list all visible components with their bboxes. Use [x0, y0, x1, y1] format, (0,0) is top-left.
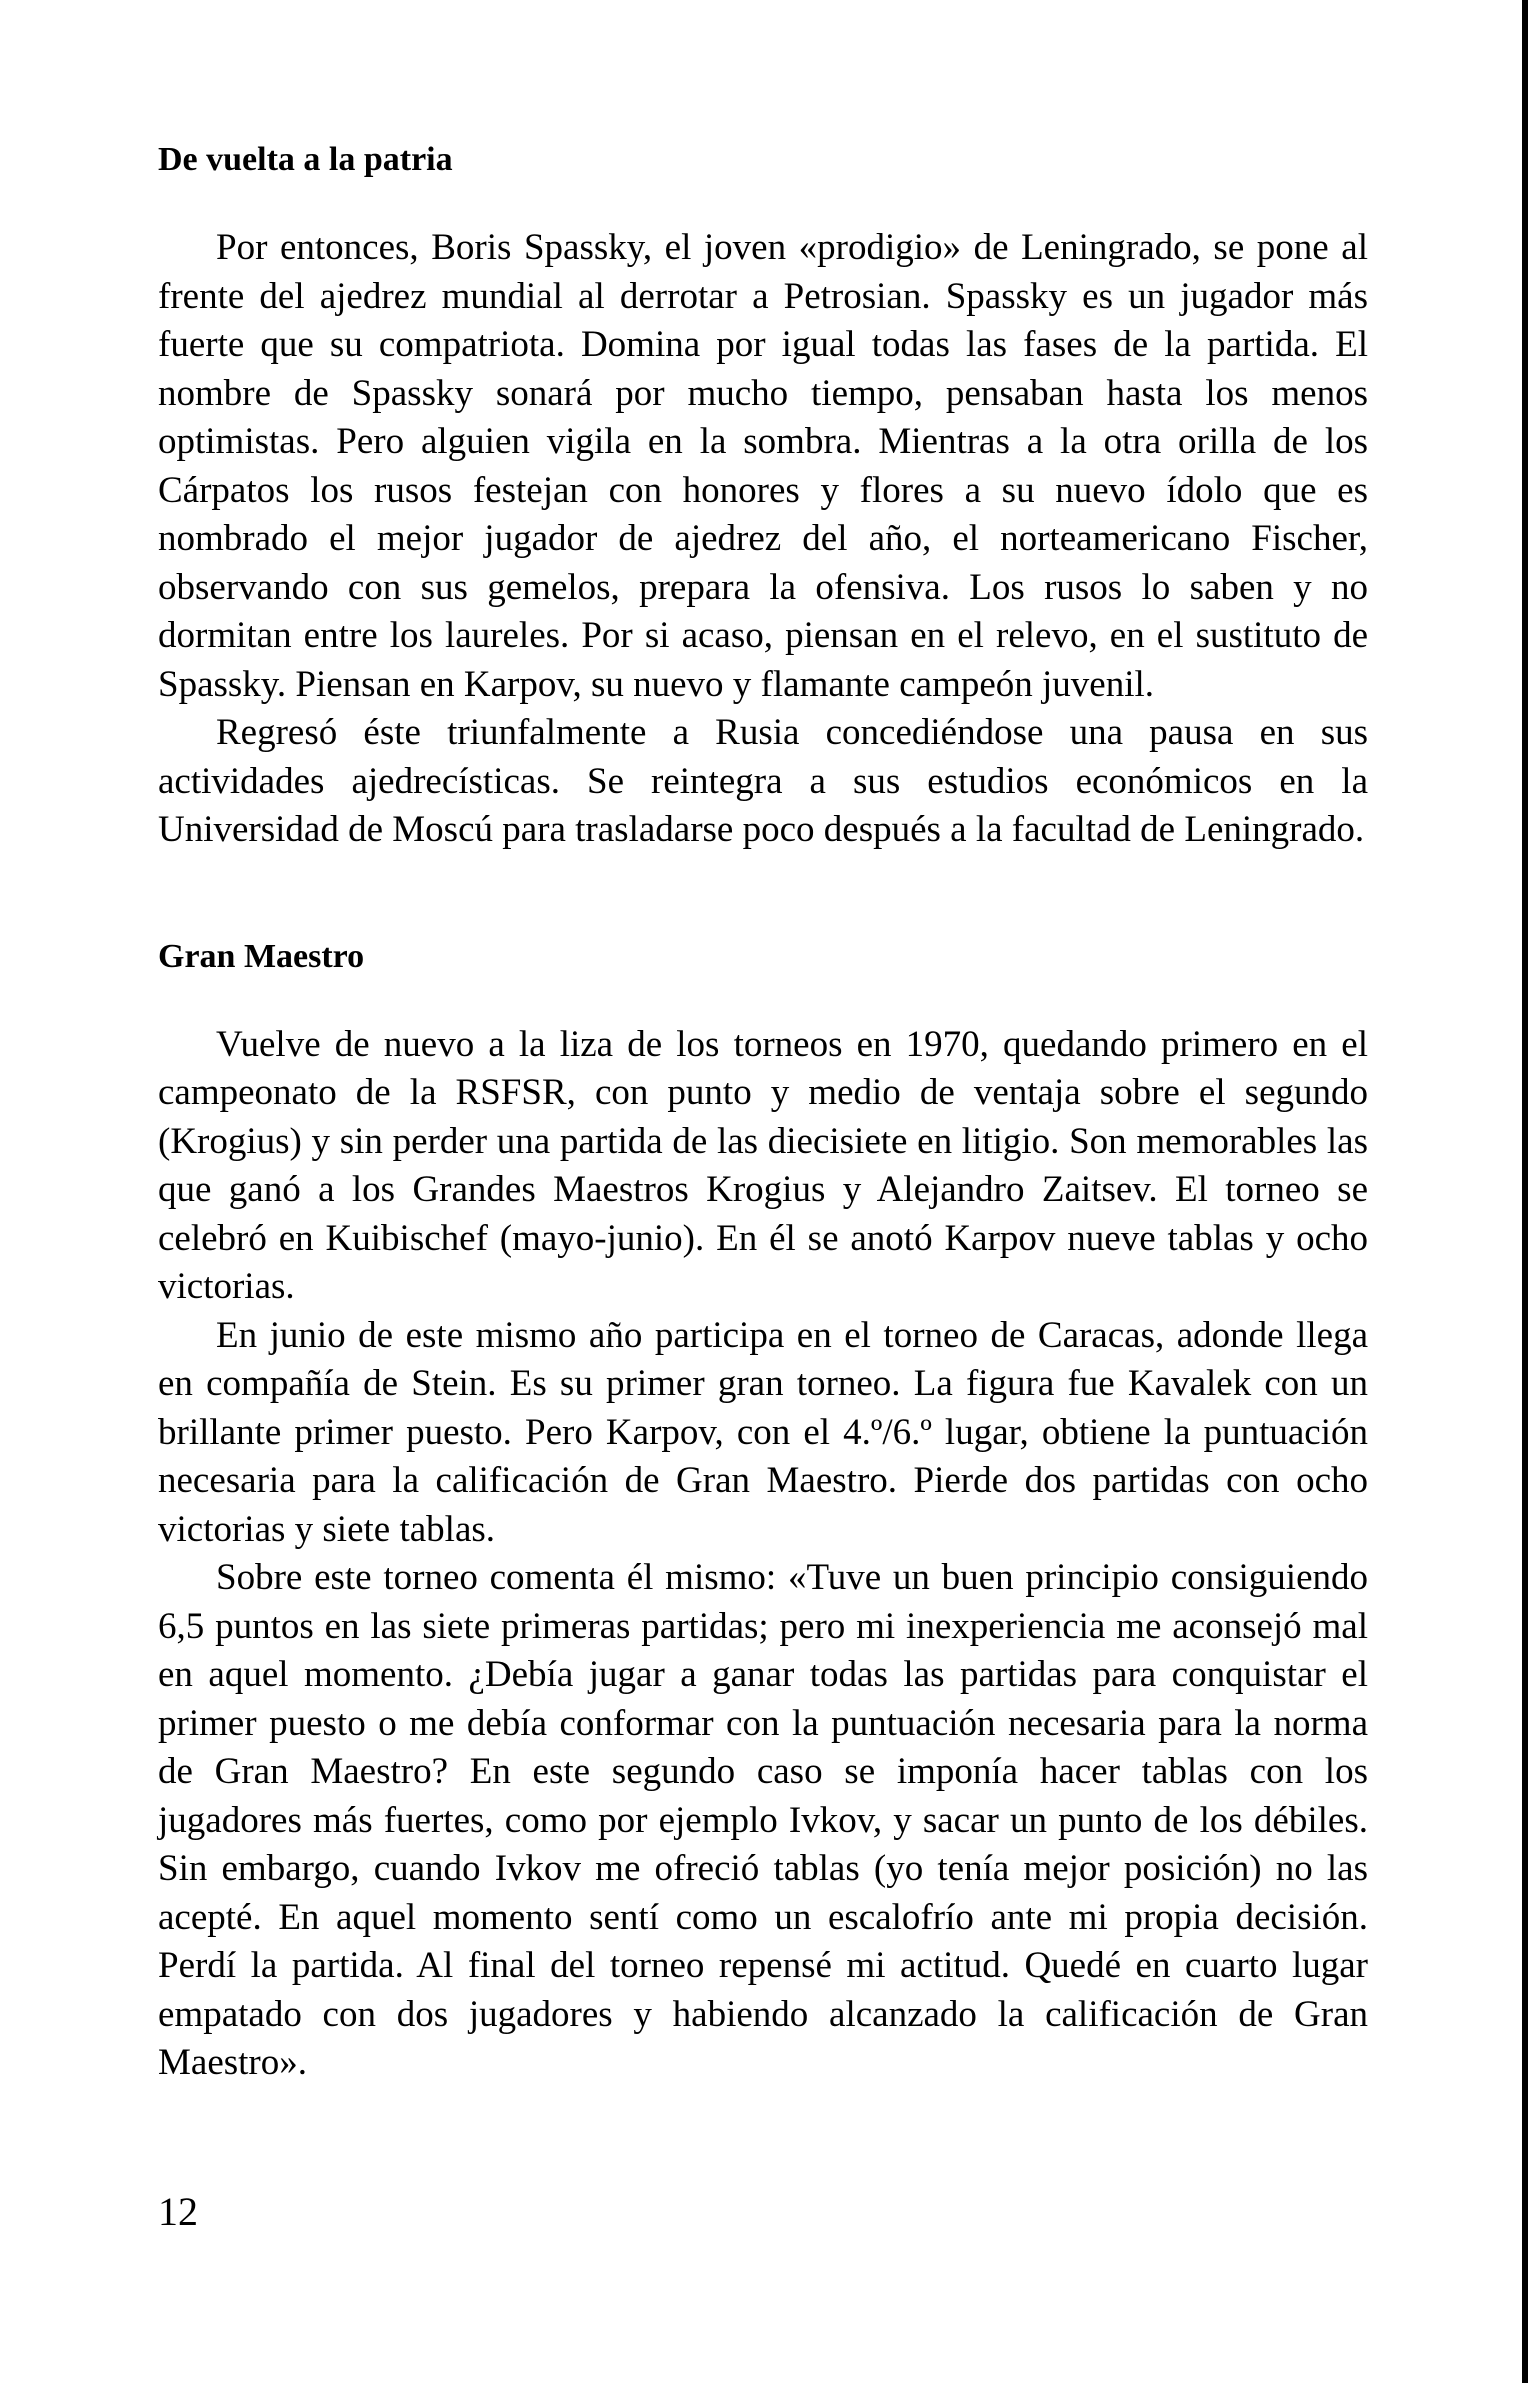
paragraph: Regresó éste triunfalmente a Rusia concediéndose una pausa en sus actividades ajedrecísticas. Se reintegra a sus estudios económicos en la Universidad de Moscú para trasladarse poco después a la facultad de Leningrado. — [158, 712, 1368, 850]
page-content — [158, 140, 1368, 2088]
section-heading: Gran Maestro — [158, 937, 365, 975]
paragraph: Vuelve de nuevo a la liza de los torneos en 1970, quedando primero en el campeonato de la RSFSR, con punto y medio de ventaja sobre el segundo (Krogius) y sin perder una partida de las diecisiete en litigio. Son memorables las que ganó a los Grandes Maestros Krogius y Alejandro Zaitsev. El torneo se celebró en Kuibischef (mayo-junio). En él se anotó Karpov nueve tablas y ocho victorias. — [158, 1023, 1368, 1307]
page-edge-border — [1522, 0, 1528, 2383]
section-de-vuelta-a-la-patria — [158, 140, 1368, 855]
section-gran-maestro — [158, 937, 1368, 2088]
page-number: 12 — [158, 2189, 198, 2234]
paragraph: En junio de este mismo año participa en el torneo de Caracas, adonde llega en compañía de Stein. Es su primer gran torneo. La figura fue Kavalek con un brillante primer puesto. Pero Karpov, con el 4.º/6.º lugar, obtiene la puntuación necesaria para la calificación de Gran Maestro. Pierde dos partidas con ocho victorias y siete tablas. — [158, 1314, 1368, 1550]
section-body — [158, 1021, 1368, 2088]
section-body — [158, 224, 1368, 855]
section-heading: De vuelta a la patria — [158, 141, 453, 178]
paragraph: Sobre este torneo comenta él mismo: «Tuve un buen principio consiguiendo 6,5 puntos en las siete primeras partidas; pero mi inexperiencia me aconsejó mal en aquel momento. ¿Debía jugar a ganar todas las partidas para conquistar el primer puesto o me debía conformar con la puntuación necesaria para la norma de Gran Maestro? En este segundo caso se imponía hacer tablas con los jugadores más fuertes, como por ejemplo Ivkov, y sacar un punto de los débiles. Sin embargo, cuando Ivkov me ofreció tablas (yo tenía mejor posición) no las acepté. En aquel momento sentí como un escalofrío ante mi propia decisión. Perdí la partida. Al final del torneo repensé mi actitud. Quedé en cuarto lugar empatado con dos jugadores y habiendo alcanzado la calificación de Gran Maestro». — [158, 1557, 1368, 2083]
paragraph: Por entonces, Boris Spassky, el joven «prodigio» de Leningrado, se pone al frente del ajedrez mundial al derrotar a Petrosian. Spassky es un jugador más fuerte que su compatriota. Domina por igual todas las fases de la partida. El nombre de Spassky sonará por mucho tiempo, pensaban hasta los menos optimistas. Pero alguien vigila en la sombra. Mientras a la otra orilla de los Cárpatos los rusos festejan con honores y flores a su nuevo ídolo que es nombrado el mejor jugador de ajedrez del año, el norteamericano Fischer, observando con sus gemelos, prepara la ofensiva. Los rusos lo saben y no dormitan entre los laureles. Por si acaso, piensan en el relevo, en el sustituto de Spassky. Piensan en Karpov, su nuevo y flamante campeón juvenil. — [158, 227, 1368, 705]
